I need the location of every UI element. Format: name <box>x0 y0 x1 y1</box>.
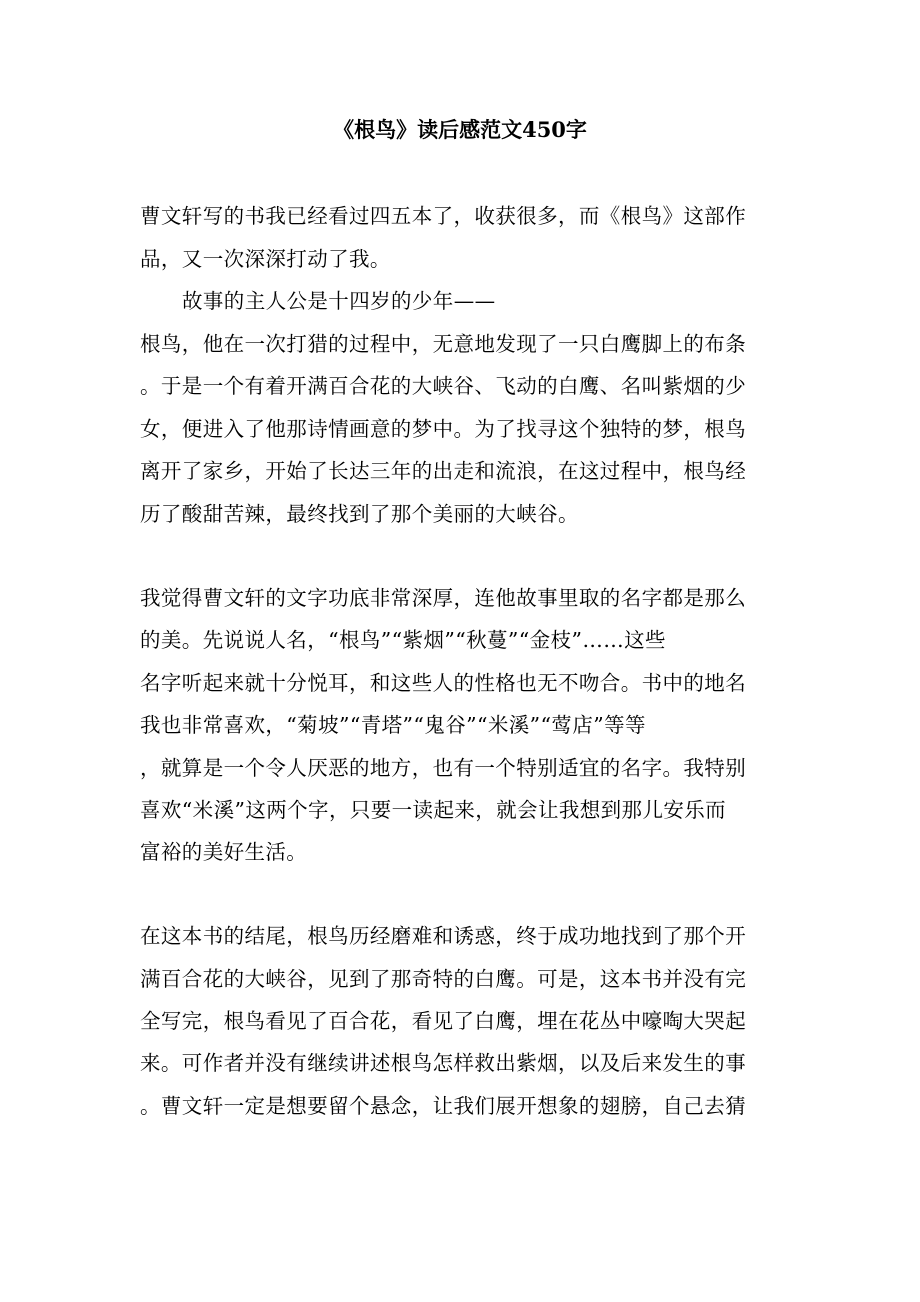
paragraph-line: 根鸟，他在一次打猎的过程中，无意地发现了一只白鹰脚上的布条 <box>140 332 747 356</box>
paragraph-line: 名字听起来就十分悦耳，和这些人的性格也无不吻合。书中的地名 <box>140 671 747 695</box>
paragraph-line: 离开了家乡，开始了长达三年的出走和流浪，在这过程中，根鸟经 <box>140 459 747 483</box>
paragraph-line: 。曹文轩一定是想要留个悬念，让我们展开想象的翅膀，自己去猜 <box>140 1094 747 1118</box>
paragraph-line: 来。可作者并没有继续讲述根鸟怎样救出紫烟，以及后来发生的事 <box>140 1051 747 1075</box>
paragraph-line: 喜欢“米溪”这两个字，只要一读起来，就会让我想到那儿安乐而 <box>140 798 727 822</box>
paragraph-line: 满百合花的大峡谷，见到了那奇特的白鹰。可是，这本书并没有完 <box>140 967 747 991</box>
paragraph-line: 全写完，根鸟看见了百合花，看见了白鹰，埋在花丛中嚎啕大哭起 <box>140 1009 747 1033</box>
paragraph-line: 的美。先说说人名，“根鸟”“紫烟”“秋蔓”“金枝”……这些 <box>140 628 666 652</box>
paragraph-line: 富裕的美好生活。 <box>140 840 308 864</box>
paragraph-line: 品，又一次深深打动了我。 <box>140 247 391 271</box>
paragraph-line: 我觉得曹文轩的文字功底非常深厚，连他故事里取的名字都是那么 <box>140 586 747 610</box>
paragraph-line: 曹文轩写的书我已经看过四五本了，收获很多，而《根鸟》这部作 <box>140 204 747 228</box>
paragraph-line: 。于是一个有着开满百合花的大峡谷、飞动的白鹰、名叫紫烟的少 <box>140 374 747 398</box>
paragraph-line: ，就算是一个令人厌恶的地方，也有一个特别适宜的名字。我特别 <box>140 756 747 780</box>
document-title: 《根鸟》读后感范文450字 <box>333 117 587 142</box>
paragraph-line: 故事的主人公是十四岁的少年—— <box>182 289 496 313</box>
paragraph-line: 在这本书的结尾，根鸟历经磨难和诱惑，终于成功地找到了那个开 <box>140 924 747 948</box>
paragraph-line: 历了酸甜苦辣，最终找到了那个美丽的大峡谷。 <box>140 502 579 526</box>
paragraph-line: 我也非常喜欢，“菊坡”“青塔”“鬼谷”“米溪”“莺店”等等 <box>140 713 646 737</box>
paragraph-line: 女，便进入了他那诗情画意的梦中。为了找寻这个独特的梦，根鸟 <box>140 417 747 441</box>
